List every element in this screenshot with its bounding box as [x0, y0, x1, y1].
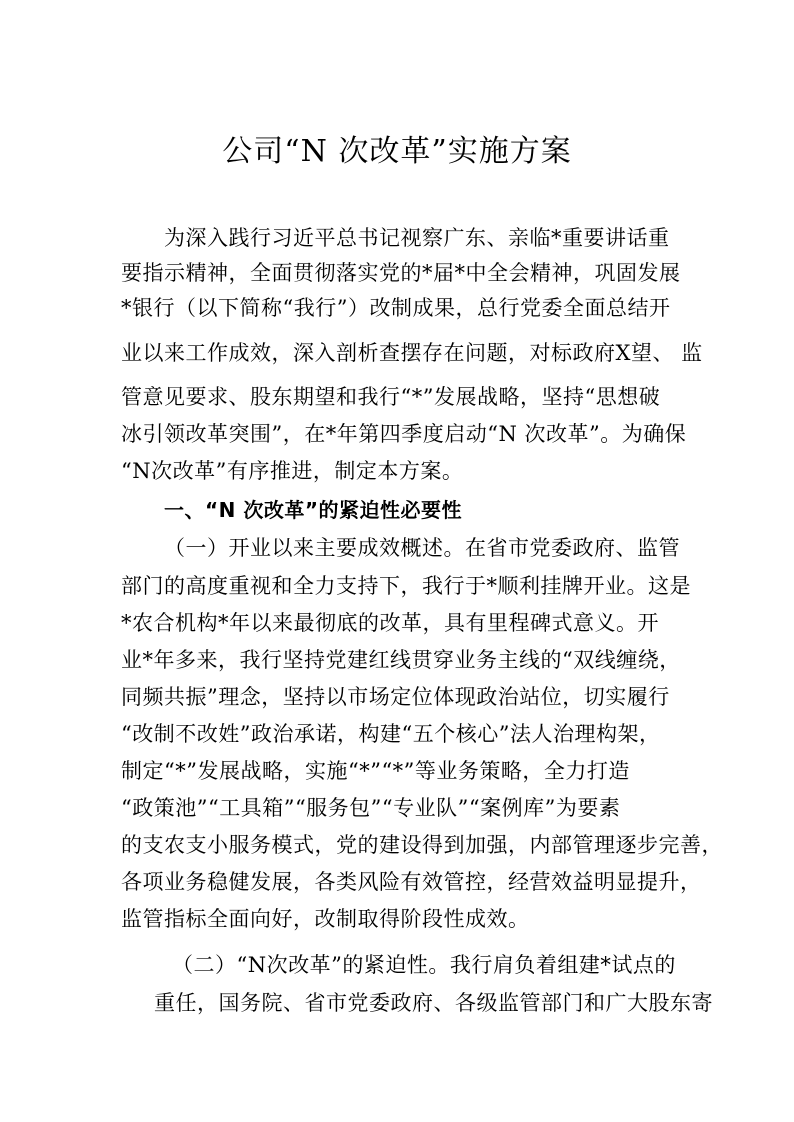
paragraph-line: 的支农支小服务模式，党的建设得到加强，内部管理逐步完善，	[121, 833, 723, 857]
paragraph-line: “N次改革”有序推进，制定本方案。	[121, 459, 464, 483]
paragraph-line: 冰引领改革突围”，在*年第四季度启动“N 次改革”。为确保	[121, 422, 687, 446]
paragraph-line: 要指示精神，全面贯彻落实党的*届*中全会精神，巩固发展	[121, 261, 681, 285]
paragraph-line: 监管指标全面向好，改制取得阶段性成效。	[121, 907, 530, 931]
paragraph-line: 同频共振”理念，坚持以市场定位体现政治站位，切实履行	[121, 685, 670, 709]
paragraph-line: “改制不改姓”政治承诺，构建“五个核心”法人治理构架，	[121, 722, 661, 746]
paragraph-line: 业*年多来，我行坚持党建红线贯穿业务主线的“双线缠绕，	[121, 648, 681, 672]
paragraph-line: 部门的高度重视和全力支持下，我行于*顺利挂牌开业。这是	[121, 574, 691, 598]
paragraph-line: （一）开业以来主要成效概述。在省市党委政府、监管	[164, 536, 680, 560]
paragraph-line: *农合机构*年以来最彻底的改革，具有里程碑式意义。开	[121, 611, 659, 635]
paragraph-line: （二）“N次改革”的紧迫性。我行肩负着组建*试点的	[172, 953, 676, 977]
paragraph-line: 业以来工作成效，深入剖析查摆存在问题，对标政府X望、 监	[121, 341, 703, 365]
document-title: 公司“N 次改革”实施方案	[222, 134, 572, 169]
paragraph-line: 管意见要求、股东期望和我行“*”发展战略，坚持“思想破	[121, 385, 661, 409]
paragraph-line: 为深入践行习近平总书记视察广东、亲临*重要讲话重	[164, 226, 670, 250]
paragraph-line: 各项业务稳健发展，各类风险有效管控，经营效益明显提升，	[121, 870, 702, 894]
paragraph-line: “政策池”“工具箱”“服务包”“专业队”“案例库”为要素	[121, 796, 621, 820]
paragraph-line: 重任，国务院、省市党委政府、各级监管部门和广大股东寄	[154, 991, 713, 1015]
paragraph-line: *银行（以下简称“我行”）改制成果，总行党委全面总结开	[121, 296, 671, 320]
paragraph-line: 制定“*”发展战略，实施“*”“*”等业务策略，全力打造	[121, 759, 630, 783]
section-heading: 一、“N 次改革”的紧迫性必要性	[164, 498, 462, 522]
